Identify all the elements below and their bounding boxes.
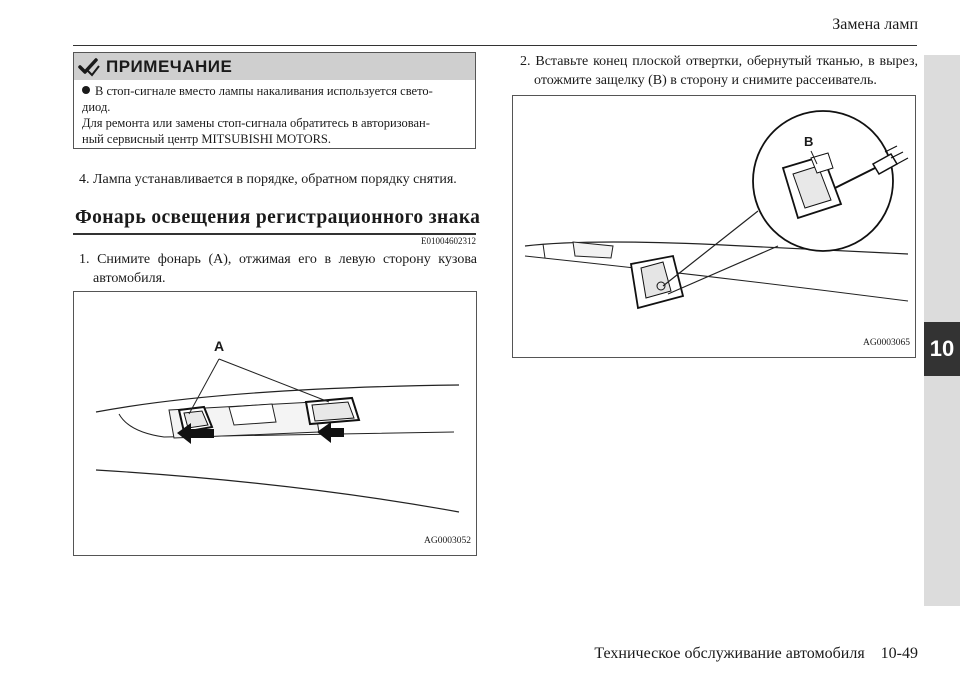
figure-1-code: AG0003052 — [424, 536, 471, 546]
figure-2-illustration — [513, 96, 915, 357]
step-1-line-1: 1. Снимите фонарь (A), отжимая его в левую сторону кузова — [79, 252, 477, 267]
section-title: Фонарь освещения регистрационного знака — [75, 207, 481, 228]
section-code: E01004602312 — [421, 236, 476, 246]
figure-lens-removal — [512, 95, 916, 358]
note-line-3: Для ремонта или замены стоп-сигнала обратитесь в авторизован- — [82, 116, 430, 130]
note-header — [74, 53, 475, 80]
figure-1-label-a: A — [214, 338, 225, 354]
header-section-title: Замена ламп — [832, 16, 918, 33]
figure-2-code: AG0003065 — [863, 338, 910, 348]
note-line-4: ный сервисный центр MITSUBISHI MOTORS. — [82, 132, 332, 146]
note-line-2: диод. — [82, 100, 111, 114]
arrow-left-icon — [317, 422, 344, 443]
step-2-line-2: отожмите защелку (B) в сторону и снимите рассеиватель. — [534, 73, 877, 88]
bullet-icon — [82, 86, 90, 94]
note-check-icon — [78, 57, 100, 77]
step-4-text: 4. Лампа устанавливается в порядке, обратном порядку снятия. — [79, 172, 457, 187]
figure-license-lamp-removal — [73, 291, 477, 556]
step-2-line-1: 2. Вставьте конец плоской отвертки, обернутый тканью, в вырез, — [520, 54, 918, 69]
figure-2-label-b: B — [804, 134, 814, 149]
note-line-1: В стоп-сигнале вместо лампы накаливания используется свето- — [95, 84, 433, 98]
chapter-number-tab: 10 — [924, 322, 960, 376]
section-rule — [73, 233, 476, 235]
step-1-line-2: автомобиля. — [93, 271, 166, 286]
footer-page-info: Техническое обслуживание автомобиля 10-49 — [594, 645, 918, 662]
note-box — [73, 52, 476, 149]
header-rule — [73, 45, 917, 46]
note-title: ПРИМЕЧАНИЕ — [106, 56, 233, 76]
figure-1-illustration — [74, 292, 476, 555]
note-text — [82, 83, 472, 147]
